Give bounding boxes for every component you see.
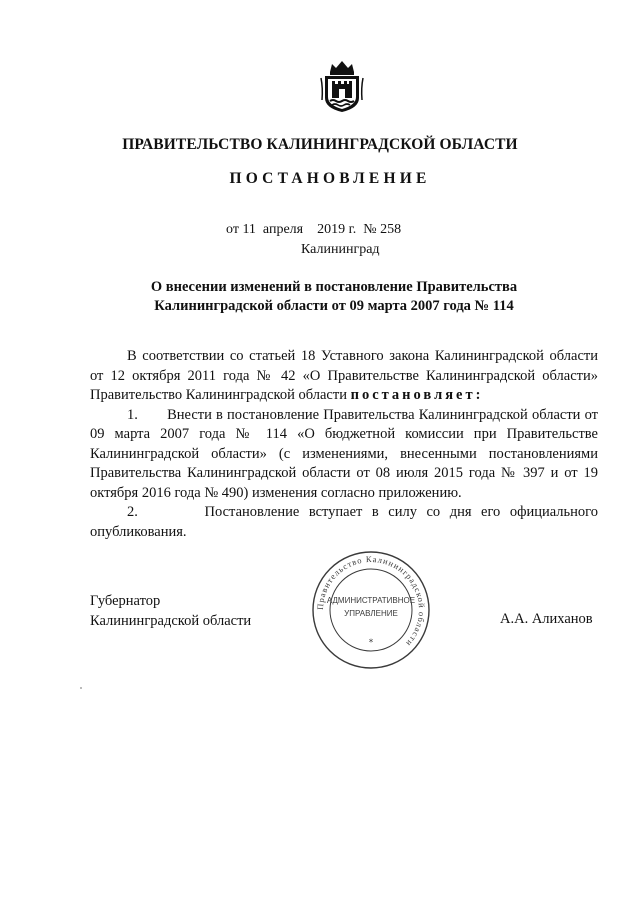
document-date-line xyxy=(226,222,401,238)
scan-speck xyxy=(80,687,82,689)
city-name: Калининград xyxy=(301,242,380,257)
signatory-title-line-2: Калининградской области xyxy=(90,612,252,629)
coat-of-arms-icon xyxy=(320,58,364,114)
document-subject: О внесении изменений в постановление Правительства Калининградской области от 09 марта 2007 года № 114 xyxy=(150,279,518,314)
number-sign: № xyxy=(363,222,377,237)
date-year: 2019 г. xyxy=(317,222,357,237)
document-number: 258 xyxy=(380,222,402,237)
signatory-name: А.А. Алиханов xyxy=(500,611,593,627)
stamp-ring-text: Правительство Калининградской области xyxy=(314,553,428,650)
document-body xyxy=(90,347,598,542)
body-paragraph-3: 2. Постановление вступает в силу со дня его официального опубликования. xyxy=(90,504,598,540)
date-day: 11 xyxy=(242,222,256,237)
signatory-title-line-1: Губернатор xyxy=(90,593,161,609)
stamp-line-2: УПРАВЛЕНИЕ xyxy=(344,609,398,618)
stamp-line-1: АДМИНИСТРАТИВНОЕ xyxy=(326,596,416,605)
document-type-title: ПОСТАНОВЛЕНИЕ xyxy=(229,170,431,187)
body-paragraph-2: 1. Внести в постановление Правительства Калининградской области от 09 марта 2007 года № 114 «О бюджетной комиссии при Правительстве Калининградской области» (с изменениями, внесенными постановлениями Правительства Калининградской области от 08 июля 2015 года № 397 и от 19 октября 2016 года № 490) изменения согласно приложению. xyxy=(90,406,598,501)
date-month: апреля xyxy=(262,222,304,237)
date-prefix: от xyxy=(226,222,239,237)
official-stamp xyxy=(309,548,433,672)
government-title: ПРАВИТЕЛЬСТВО КАЛИНИНГРАДСКОЙ ОБЛАСТИ xyxy=(122,136,518,153)
body-paragraph-1-text: В соответствии со статьей 18 Уставного закона Калининградской области от 12 октября 2011 года № 42 «О Правительстве Калининградской области» Правительство Калининградской области xyxy=(90,348,598,403)
stamp-star-icon: * xyxy=(368,638,374,648)
body-paragraph-1 xyxy=(90,347,598,406)
signatory-title xyxy=(90,592,251,631)
decree-word: постановляет: xyxy=(350,387,484,403)
